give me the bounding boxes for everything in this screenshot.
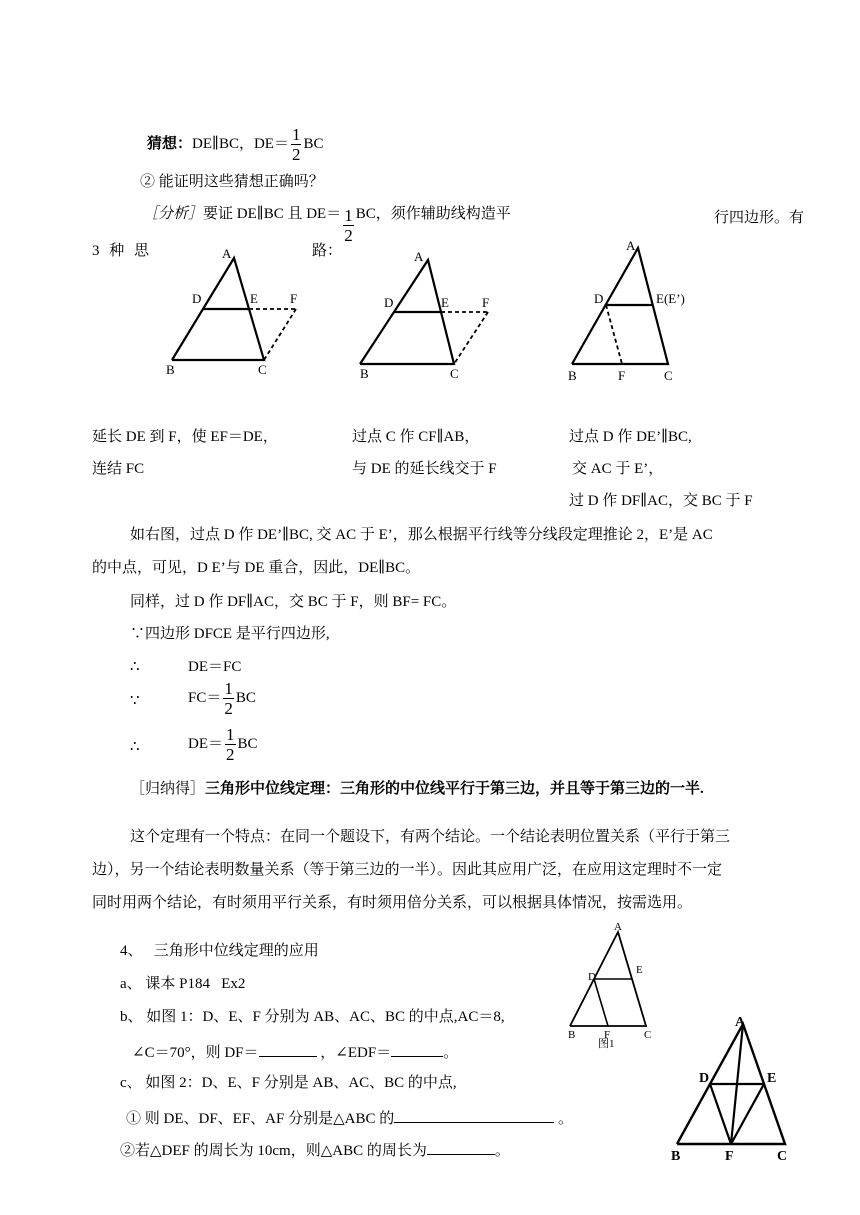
svg-text:E: E: [441, 295, 449, 310]
fraction: $\frac{1}{2}$: [291, 125, 301, 164]
application-c-question-1: ① 则 DE、DF、EF、AF 分别是△ABC 的 。: [126, 1111, 573, 1127]
method-2-line-2: 与 DE 的延长线交于 F: [352, 461, 497, 477]
step-1: DE＝FC: [188, 659, 242, 675]
svg-text:C: C: [664, 368, 673, 383]
theorem-line: [130, 782, 704, 797]
svg-text:D: D: [192, 291, 202, 306]
application-b-line-2: ∠C＝70°，则 DF＝ ，∠EDF＝ 。: [132, 1045, 459, 1061]
proof-para-1-line-2: 的中点，可见，D E’与 DE 重合，因此，DE∥BC。: [92, 560, 421, 576]
svg-text:D: D: [588, 971, 596, 983]
svg-text:A: A: [222, 246, 232, 261]
application-c-line-1: c、 如图 2：D、E、F 分别是 AB、AC、BC 的中点,: [120, 1075, 457, 1091]
figure-2: [665, 1010, 805, 1170]
svg-text:E: E: [250, 291, 258, 306]
method-3-line-1: 过点 D 作 DE’∥BC,: [569, 429, 692, 445]
therefore-symbol: ∴: [130, 739, 140, 755]
step-3: DE＝ $\frac{1}{2}$ BC: [188, 725, 258, 764]
conjecture-label: 猜想：: [147, 135, 193, 152]
svg-text:C: C: [777, 1149, 788, 1164]
applications-heading: 4、 三角形中位线定理的应用: [120, 943, 319, 959]
svg-text:A: A: [626, 238, 636, 253]
remark-line-1: 这个定理有一个特点：在同一个题设下，有两个结论。一个结论表明位置关系（平行于第三: [130, 829, 731, 845]
method-1-line-1: 延长 DE 到 F，使 EF＝DE，: [92, 429, 278, 445]
proof-para-3: ∵四边形 DFCE 是平行四边形,: [130, 626, 330, 642]
proof-para-2: 同样，过 D 作 DF∥AC，交 BC 于 F，则 BF= FC。: [130, 594, 457, 610]
svg-text:A: A: [735, 1015, 746, 1030]
proof-para-1-line-1: 如右图，过点 D 作 DE’∥BC, 交 AC 于 E’，那么根据平行线等分线段定理推论 2，E’是 AC: [130, 527, 713, 543]
svg-text:C: C: [644, 1029, 652, 1041]
answer-blank[interactable]: [259, 1044, 317, 1057]
method-1-line-2: 连结 FC: [92, 461, 145, 477]
application-a: a、 课本 P184 Ex2: [120, 976, 246, 992]
remark-line-2: 边），另一个结论表明数量关系（等于第三边的一半）。因此其应用广泛，在应用这定理时不一定: [92, 862, 723, 878]
conjecture-text: DE∥BC，DE＝: [192, 135, 289, 152]
method-3-line-3: 过 D 作 DF∥AC，交 BC 于 F: [569, 493, 753, 509]
fraction: $\frac{1}{2}$: [224, 679, 233, 718]
svg-text:F: F: [725, 1149, 734, 1164]
figure-method-1: [160, 240, 335, 380]
svg-text:F: F: [604, 1029, 611, 1041]
svg-text:F: F: [290, 291, 298, 306]
svg-text:B: B: [166, 362, 175, 377]
svg-text:A: A: [414, 249, 424, 264]
analysis-line2-a: 3 种 思: [92, 243, 153, 259]
answer-blank[interactable]: [391, 1044, 443, 1057]
svg-text:A: A: [614, 921, 622, 933]
svg-text:B: B: [568, 368, 577, 383]
figure-method-2: [352, 246, 512, 386]
svg-text:B: B: [568, 1029, 576, 1041]
svg-text:F: F: [482, 295, 490, 310]
svg-text:E: E: [767, 1071, 777, 1086]
remark-line-3: 同时用两个结论，有时须用平行关系，有时须用倍分关系，可以根据具体情况，按需选用。: [92, 895, 693, 911]
application-b-line-1: b、 如图 1：D、E、F 分别为 AB、AC、BC 的中点,AC＝8,: [120, 1009, 505, 1025]
svg-text:D: D: [699, 1071, 710, 1086]
analysis-text-end: 行四边形。有: [714, 210, 805, 226]
analysis-line2-b: 路：: [312, 243, 343, 259]
svg-text:D: D: [594, 291, 604, 306]
application-c-question-2: ②若△DEF 的周长为 10cm，则△ABC 的周长为 。: [120, 1143, 510, 1159]
method-2-line-1: 过点 C 作 CF∥AB，: [352, 429, 480, 445]
method-3-line-2: 交 AC 于 E’，: [572, 461, 664, 477]
step-2: FC＝ $\frac{1}{2}$ BC: [188, 679, 256, 718]
theorem-label: ［归纳得］: [130, 781, 206, 797]
analysis-line: ［分析］要证 DE∥BC 且 DE＝ $\frac{1}{2}$ BC，须作辅助线构造平: [143, 206, 511, 245]
because-symbol: ∵: [130, 693, 140, 709]
svg-text:C: C: [450, 366, 459, 381]
svg-text:F: F: [618, 368, 626, 383]
svg-text:B: B: [671, 1149, 681, 1164]
question-2: ② 能证明这些猜想正确吗？: [140, 174, 324, 190]
svg-text:C: C: [258, 362, 267, 377]
figure-method-3: [560, 236, 730, 386]
svg-text:E(E’): E(E’): [656, 291, 685, 306]
therefore-symbol: ∴: [130, 659, 140, 675]
answer-blank[interactable]: [394, 1110, 554, 1123]
theorem-text: 三角形中位线定理：三角形的中位线平行于第三边，并且等于第三边的一半.: [205, 781, 704, 797]
figure-1: [560, 918, 670, 1048]
figure-1-caption: 图1: [598, 1038, 615, 1050]
fraction: $\frac{1}{2}$: [344, 206, 353, 245]
analysis-label: ［分析］: [143, 206, 204, 222]
conjecture-line: 猜想：DE∥BC，DE＝ $\frac{1}{2}$ BC: [147, 125, 324, 164]
fraction: $\frac{1}{2}$: [226, 725, 235, 764]
svg-text:E: E: [636, 964, 643, 976]
svg-text:B: B: [360, 366, 369, 381]
svg-text:D: D: [384, 295, 394, 310]
answer-blank[interactable]: [427, 1142, 495, 1155]
